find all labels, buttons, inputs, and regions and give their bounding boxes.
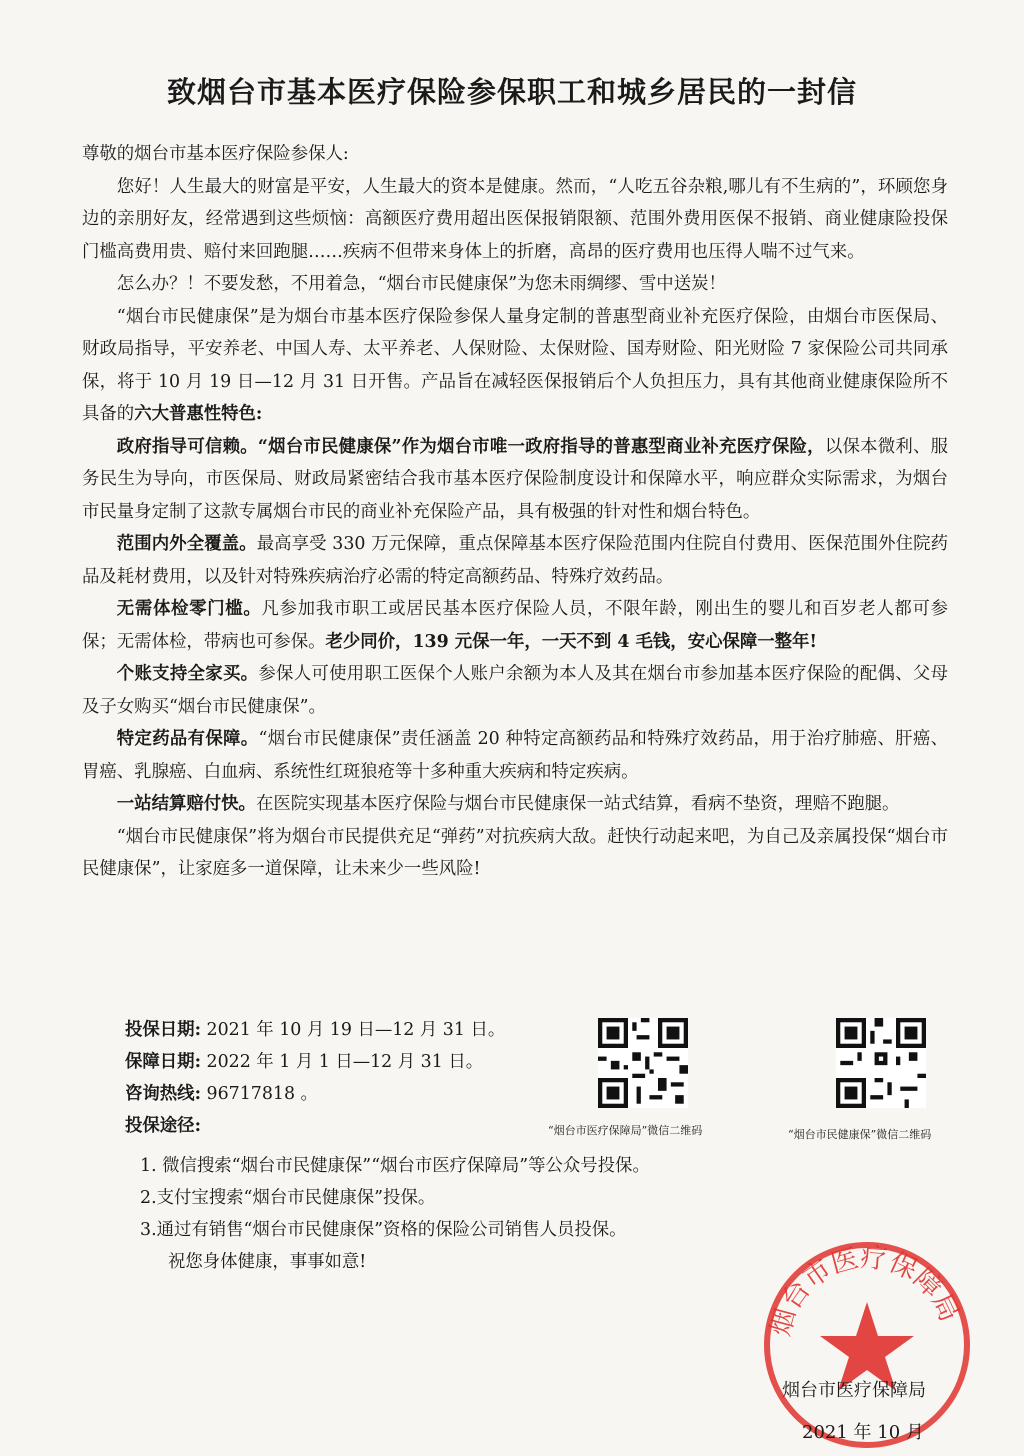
feature-text: 在医院实现基本医疗保险与烟台市民健康保一站式结算，看病不垫资，理赔不跑腿。 — [255, 794, 900, 814]
feature-coverage — [82, 528, 948, 593]
paragraph-intro: 您好！人生最大的财富是平安，人生最大的资本是健康。然而，“人吃五谷杂粮,哪儿有不生病的”，环顾您身边的亲朋好友，经常遇到这些烦恼：高额医疗费用超出医保报销限额、范围外费用医保不报销、商业健康险投保门槛高费用贵、赔付来回跑腿……疾病不但带来身体上的折磨，高昂的医疗费用也压得人喘不过气来。 — [82, 176, 948, 262]
signature-org: 烟台市医疗保障局 — [782, 1380, 926, 1401]
page-title: 致烟台市基本医疗保险参保职工和城乡居民的一封信 — [166, 75, 857, 109]
closing: 祝您身体健康，事事如意! — [168, 1252, 367, 1272]
feature-title: 范围内外全覆盖。 — [116, 534, 257, 554]
enroll-label: 投保日期: — [125, 1020, 201, 1040]
feature-family — [82, 658, 948, 723]
feature-text: 最高享受 330 万元保障，重点保障基本医疗保险范围内住院自付费用、医保范围外住院药品及耗材费用，以及针对特殊疾病治疗必需的特定高额药品、特殊疗效药品。 — [82, 534, 948, 587]
feature-government — [82, 431, 948, 529]
cover-label: 保障日期: — [125, 1052, 201, 1072]
routes-list — [140, 1150, 650, 1278]
info-block — [125, 1014, 505, 1142]
feature-no-checkup — [82, 593, 948, 658]
feature-title: 政府指导可信赖。“烟台市民健康保”作为烟台市唯一政府指导的普惠型商业补充医疗保险， — [116, 436, 825, 457]
paragraph-question: 怎么办？！不要发愁，不用着急，“烟台市民健康保”为您未雨绸缪、雪中送炭！ — [116, 274, 726, 294]
feature-text: 参保人可使用职工医保个人账户余额为本人及其在烟台市参加基本医疗保险的配偶、父母及子女购买“烟台市民健康保”。 — [82, 664, 948, 717]
cover-value: 2022 年 1 月 1 日—12 月 31 日。 — [206, 1052, 484, 1072]
feature-title: 特定药品有保障。 — [116, 729, 259, 749]
signature-date: 2021 年 10 月 — [802, 1422, 924, 1443]
salutation: 尊敬的烟台市基本医疗保险参保人: — [82, 144, 349, 164]
product-text: “烟台市民健康保”是为烟台市基本医疗保险参保人量身定制的普惠型商业补充医疗保险，由烟台市医保局、财政局指导，平安养老、中国人寿、太平养老、人保财险、太保财险、国寿财险、阳光财险 7 家保险公司共同承保，将于 10 月 19 日—12 月 31 日开售。产品旨在减轻医保报销后个人负担压力，具有其他商业健康保险所不具备的 — [82, 306, 948, 424]
qr-code-left[interactable] — [598, 1018, 688, 1108]
price-highlight: 老少同价，139 元保一年，一天不到 4 毛钱，安心保障一整年! — [325, 631, 818, 652]
route-item: 2.支付宝搜索“烟台市民健康保”投保。 — [140, 1188, 436, 1208]
feature-title: 个账支持全家买。 — [116, 664, 259, 684]
feature-title: 无需体检零门槛。 — [116, 599, 262, 619]
qr-code-right[interactable] — [836, 1018, 926, 1108]
svg-text:烟台市医疗保障局: 烟台市医疗保障局 — [765, 1242, 965, 1340]
six-features-label: 六大普惠性特色: — [134, 404, 263, 424]
feature-drugs — [82, 723, 948, 788]
cover-date — [125, 1046, 505, 1078]
hotline — [125, 1078, 505, 1110]
enroll-value: 2021 年 10 月 19 日—12 月 31 日。 — [206, 1020, 506, 1040]
feature-title: 一站结算赔付快。 — [116, 794, 256, 814]
feature-text: “烟台市民健康保”责任涵盖 20 种特定高额药品和特殊疗效药品，用于治疗肺癌、肝癌、胃癌、乳腺癌、白血病、系统性红斑狼疮等十多种重大疾病和特定疾病。 — [82, 729, 948, 782]
hotline-value: 96717818 。 — [206, 1084, 318, 1104]
routes-label: 投保途径: — [125, 1116, 201, 1136]
route-item: 3.通过有销售“烟台市民健康保”资格的保险公司销售人员投保。 — [140, 1220, 627, 1240]
route-item: 1. 微信搜索“烟台市民健康保”“烟台市医疗保障局”等公众号投保。 — [140, 1156, 650, 1176]
routes-heading — [125, 1110, 505, 1142]
paragraph-product — [82, 301, 948, 431]
hotline-label: 咨询热线: — [125, 1084, 201, 1104]
qr-caption-left: “烟台市医疗保障局”微信二维码 — [548, 1124, 703, 1137]
paragraph-call-to-action: “烟台市民健康保”将为烟台市民提供充足“弹药”对抗疾病大敌。赶快行动起来吧，为自己及亲属投保“烟台市民健康保”，让家庭多一道保障，让未来少一些风险! — [82, 826, 948, 879]
qr-caption-right: “烟台市民健康保”微信二维码 — [788, 1128, 932, 1141]
feature-text: 以保本微利、服务民生为导向，市医保局、财政局紧密结合我市基本医疗保险制度设计和保障水平，响应群众实际需求，为烟台市民量身定制了这款专属烟台市民的商业补充保险产品，具有极强的针对性和烟台特色。 — [82, 436, 948, 522]
letter-body — [82, 138, 948, 886]
enroll-date — [125, 1014, 505, 1046]
feature-settlement — [82, 788, 948, 821]
feature-text: 凡参加我市职工或居民基本医疗保险人员，不限年龄，刚出生的婴儿和百岁老人都可参保；无需体检，带病也可参保。 — [82, 599, 948, 652]
